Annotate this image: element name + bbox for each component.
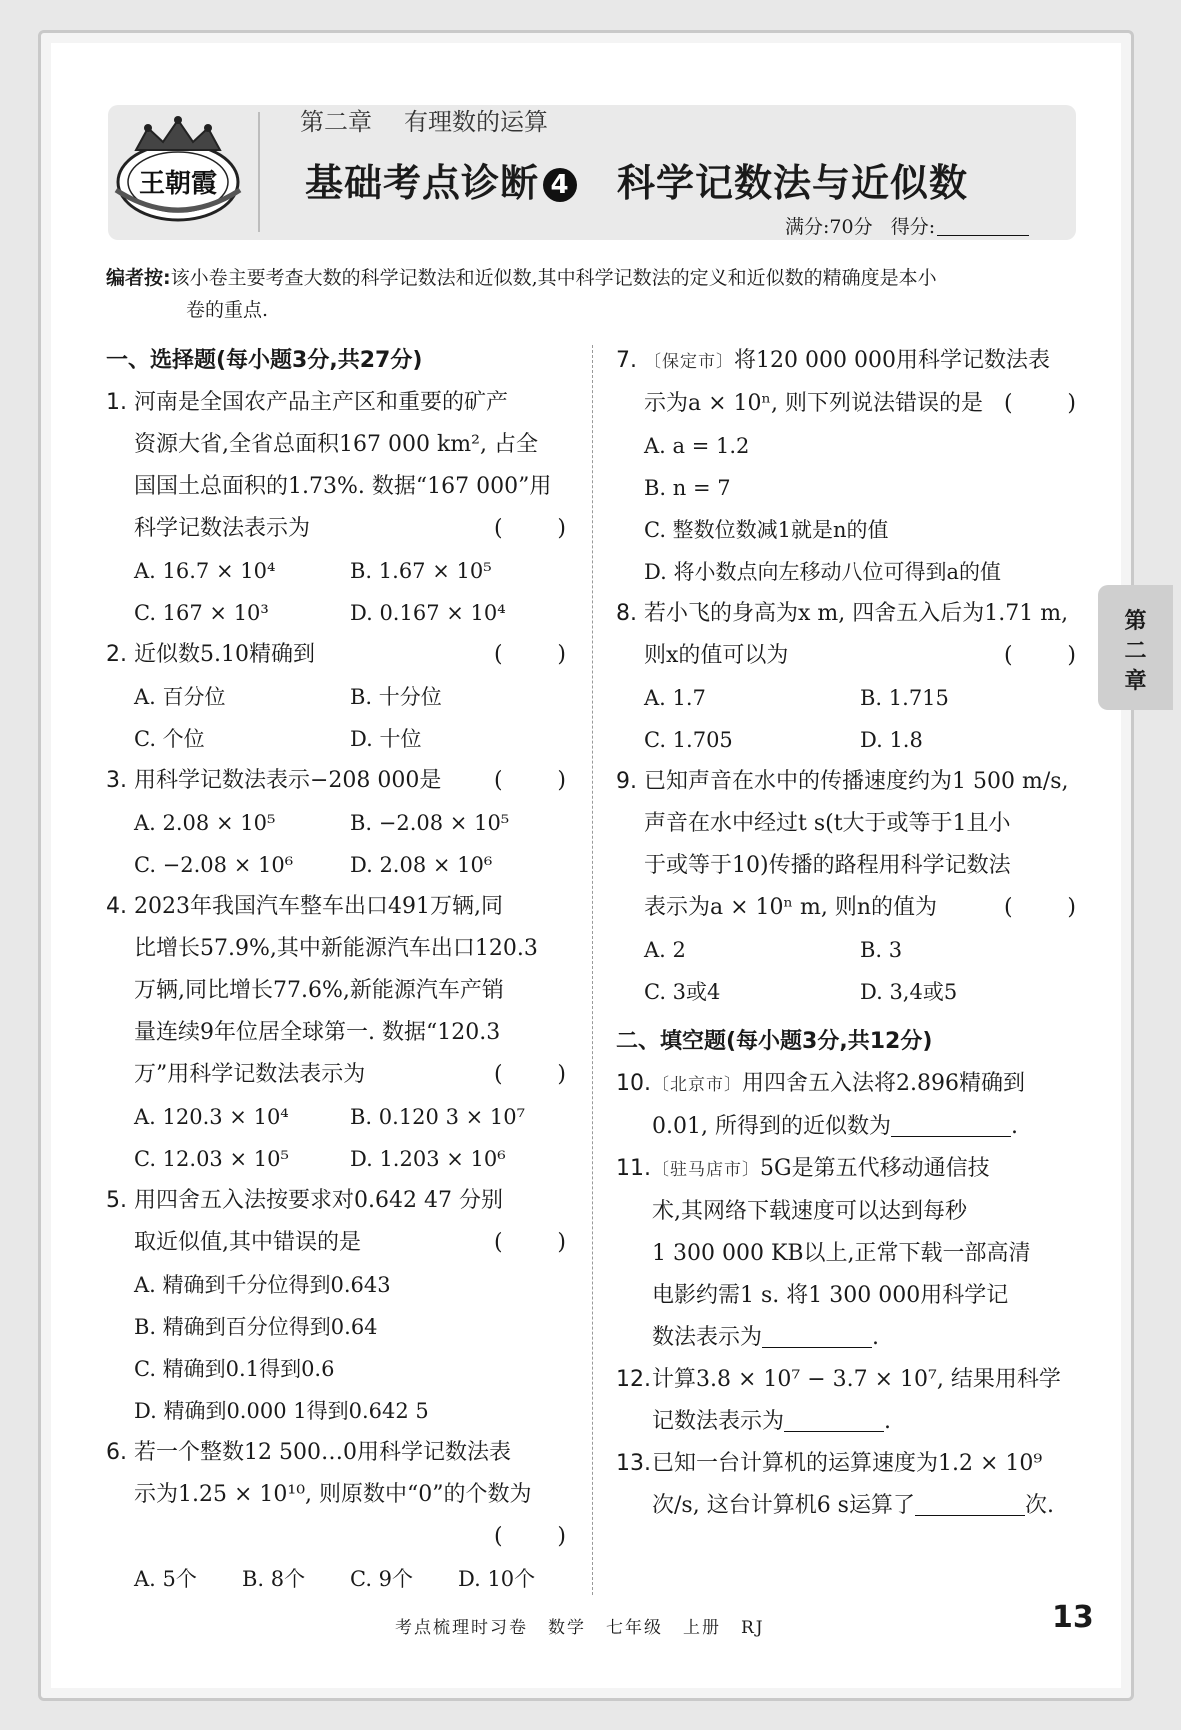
option-a[interactable]: A. 5个 xyxy=(134,1567,197,1591)
options-3 xyxy=(106,802,566,886)
question-2 xyxy=(106,634,566,676)
question-number: 1. xyxy=(106,390,127,415)
options-4 xyxy=(106,1096,566,1180)
question-number: 12. xyxy=(616,1367,651,1392)
question-text: 次/s, 这台计算机6 s运算了 xyxy=(652,1493,915,1518)
option-d[interactable]: D. 1.8 xyxy=(860,728,923,752)
question-4 xyxy=(106,886,566,1096)
answer-bracket[interactable] xyxy=(494,1516,566,1558)
question-end: . xyxy=(1010,1114,1018,1139)
answer-bracket[interactable] xyxy=(494,760,566,802)
page-number: 13 xyxy=(1052,1600,1094,1635)
right-column xyxy=(616,340,1076,1527)
question-text: 术,其网络下载速度可以达到每秒 xyxy=(652,1199,967,1224)
answer-bracket[interactable] xyxy=(494,1054,566,1096)
question-text: 已知声音在水中的传播速度约为1 500 m/s, xyxy=(644,769,1069,794)
option-c[interactable]: C. 167 × 10³ xyxy=(134,601,269,625)
option-a[interactable]: A. 百分位 xyxy=(134,685,226,709)
answer-blank[interactable] xyxy=(915,1489,1025,1516)
region-tag: 〔保定市〕 xyxy=(644,352,734,372)
question-text: 0.01, 所得到的近似数为 xyxy=(652,1114,891,1139)
question-text: 数法表示为 xyxy=(652,1325,763,1350)
option-b[interactable]: B. 1.715 xyxy=(860,686,949,710)
question-text: 国国土总面积的1.73%. 数据“167 000”用 xyxy=(134,474,552,499)
question-text: 记数法表示为 xyxy=(652,1409,785,1434)
question-text: 河南是全国农产品主产区和重要的矿产 xyxy=(134,390,509,415)
question-text: 示为1.25 × 10¹⁰, 则原数中“0”的个数为 xyxy=(134,1482,532,1507)
option-c[interactable]: C. 精确到0.1得到0.6 xyxy=(134,1357,335,1381)
question-1 xyxy=(106,382,566,550)
side-tab-char: 二 xyxy=(1124,639,1147,664)
options-7 xyxy=(616,425,1076,593)
question-text: 若一个整数12 500…0用科学记数法表 xyxy=(134,1440,511,1465)
answer-bracket[interactable] xyxy=(1004,635,1076,677)
footer-subject: 数学 xyxy=(548,1618,586,1638)
question-text: 若小飞的身高为x m, 四舍五入后为1.71 m, xyxy=(644,601,1069,626)
question-number: 3. xyxy=(106,768,127,793)
option-d[interactable]: D. 十位 xyxy=(350,727,422,751)
question-text: 表示为a × 10ⁿ m, 则n的值为 xyxy=(644,895,938,920)
option-a[interactable]: A. 1.7 xyxy=(644,686,706,710)
question-8 xyxy=(616,593,1076,677)
question-13 xyxy=(616,1443,1076,1527)
option-d[interactable]: D. 1.203 × 10⁶ xyxy=(350,1147,506,1171)
question-number: 9. xyxy=(616,769,637,794)
options-6 xyxy=(106,1558,566,1600)
editor-note xyxy=(106,262,1076,326)
option-b[interactable]: B. n = 7 xyxy=(644,476,731,500)
question-number: 6. xyxy=(106,1440,127,1465)
question-text: 计算3.8 × 10⁷ − 3.7 × 10⁷, 结果用科学 xyxy=(652,1367,1061,1392)
chapter-title: 有理数的运算 xyxy=(404,108,548,136)
options-8 xyxy=(616,677,1076,761)
options-5 xyxy=(106,1264,566,1432)
answer-blank[interactable] xyxy=(891,1110,1011,1137)
full-score: 满分:70分 xyxy=(785,216,873,238)
option-d[interactable]: D. 精确到0.000 1得到0.642 5 xyxy=(134,1399,429,1423)
question-number: 13. xyxy=(616,1451,651,1476)
publisher-logo xyxy=(108,110,248,235)
option-b[interactable]: B. 1.67 × 10⁵ xyxy=(350,559,492,583)
question-text: 用四舍五入法按要求对0.642 47 分别 xyxy=(134,1188,503,1213)
score-box xyxy=(785,212,1029,239)
option-d[interactable]: D. 10个 xyxy=(458,1567,536,1591)
question-7 xyxy=(616,340,1076,425)
option-a[interactable]: A. 2 xyxy=(644,938,686,962)
question-text: 取近似值,其中错误的是 xyxy=(134,1230,361,1255)
option-c[interactable]: C. 整数位数减1就是n的值 xyxy=(644,518,889,542)
question-12 xyxy=(616,1359,1076,1443)
answer-bracket[interactable] xyxy=(494,634,566,676)
header-divider xyxy=(258,112,260,232)
footer-volume: 上册 xyxy=(683,1618,721,1638)
region-tag: 〔驻马店市〕 xyxy=(652,1160,760,1180)
option-d[interactable]: D. 3,4或5 xyxy=(860,980,958,1004)
option-a[interactable]: A. 16.7 × 10⁴ xyxy=(134,559,276,583)
answer-blank[interactable] xyxy=(784,1405,884,1432)
answer-blank[interactable] xyxy=(762,1321,872,1348)
title-topic: 科学记数法与近似数 xyxy=(617,161,969,205)
answer-bracket[interactable] xyxy=(494,1222,566,1264)
question-3 xyxy=(106,760,566,802)
answer-bracket[interactable] xyxy=(494,508,566,550)
option-b[interactable]: B. 3 xyxy=(860,938,903,962)
option-c[interactable]: C. 9个 xyxy=(350,1567,414,1591)
option-c[interactable]: C. 12.03 × 10⁵ xyxy=(134,1147,289,1171)
chapter-side-tab[interactable] xyxy=(1098,585,1173,710)
option-d[interactable]: D. 2.08 × 10⁶ xyxy=(350,853,493,877)
chapter-line xyxy=(300,102,548,137)
footer-edition: RJ xyxy=(741,1618,765,1638)
question-text: 2023年我国汽车整车出口491万辆,同 xyxy=(134,894,503,919)
question-text: 资源大省,全省总面积167 000 km², 占全 xyxy=(134,432,538,457)
note-text-2: 卷的重点. xyxy=(186,299,269,321)
question-9 xyxy=(616,761,1076,929)
question-10 xyxy=(616,1063,1076,1148)
question-text: 近似数5.10精确到 xyxy=(134,642,315,667)
question-text: 万辆,同比增长77.6%,新能源汽车产销 xyxy=(134,978,504,1003)
options-1 xyxy=(106,550,566,634)
question-number: 4. xyxy=(106,894,127,919)
question-text: 已知一台计算机的运算速度为1.2 × 10⁹ xyxy=(652,1451,1043,1476)
question-6 xyxy=(106,1432,566,1558)
answer-bracket[interactable] xyxy=(1004,887,1076,929)
question-text: 万”用科学记数法表示为 xyxy=(134,1062,366,1087)
option-b[interactable]: B. 精确到百分位得到0.64 xyxy=(134,1315,378,1339)
option-b[interactable]: B. 0.120 3 × 10⁷ xyxy=(350,1105,526,1129)
question-text: 5G是第五代移动通信技 xyxy=(760,1156,990,1181)
chapter-number: 第二章 xyxy=(300,108,372,136)
region-tag: 〔北京市〕 xyxy=(652,1075,742,1095)
section-choice: 一、选择题(每小题3分,共27分) xyxy=(106,348,423,373)
option-b[interactable]: B. 十分位 xyxy=(350,685,442,709)
options-9 xyxy=(616,929,1076,1013)
score-blank[interactable] xyxy=(937,217,1029,236)
question-end: . xyxy=(884,1409,892,1434)
logo-text: 王朝霞 xyxy=(138,169,218,199)
option-c[interactable]: C. 个位 xyxy=(134,727,205,751)
note-label: 编者按: xyxy=(106,267,171,289)
option-a[interactable]: A. 120.3 × 10⁴ xyxy=(134,1105,289,1129)
question-number: 10. xyxy=(616,1071,651,1096)
question-text: 1 300 000 KB以上,正常下载一部高清 xyxy=(652,1241,1031,1266)
question-text: 声音在水中经过t s(t大于或等于1且小 xyxy=(644,811,1011,836)
title-number-badge: 4 xyxy=(543,168,577,202)
option-a[interactable]: A. a = 1.2 xyxy=(644,434,750,458)
question-text: 量连续9年位居全球第一. 数据“120.3 xyxy=(134,1020,501,1045)
option-c[interactable]: C. −2.08 × 10⁶ xyxy=(134,853,294,877)
question-number: 11. xyxy=(616,1156,651,1181)
question-5 xyxy=(106,1180,566,1264)
question-text: 用科学记数法表示−208 000是 xyxy=(134,768,442,793)
question-text: 比增长57.9%,其中新能源汽车出口120.3 xyxy=(134,936,538,961)
question-number: 8. xyxy=(616,601,637,626)
question-text: 将120 000 000用科学记数法表 xyxy=(734,348,1050,373)
question-text: 则x的值可以为 xyxy=(644,643,789,668)
note-text-1: 该小卷主要考查大数的科学记数法和近似数,其中科学记数法的定义和近似数的精确度是本小 xyxy=(170,267,937,289)
footer-book: 考点梳理时习卷 xyxy=(395,1618,528,1638)
option-d[interactable]: D. 0.167 × 10⁴ xyxy=(350,601,506,625)
question-text: 科学记数法表示为 xyxy=(134,516,311,541)
option-a[interactable]: A. 2.08 × 10⁵ xyxy=(134,811,276,835)
score-label: 得分: xyxy=(890,216,936,238)
section-fill: 二、填空题(每小题3分,共12分) xyxy=(616,1029,933,1054)
left-column xyxy=(106,340,566,1600)
option-c[interactable]: C. 1.705 xyxy=(644,728,733,752)
question-text: 用四舍五入法将2.896精确到 xyxy=(742,1071,1025,1096)
option-b[interactable]: B. 8个 xyxy=(242,1567,306,1591)
side-tab-char: 第 xyxy=(1124,609,1147,634)
page-footer xyxy=(395,1613,785,1638)
option-c[interactable]: C. 3或4 xyxy=(644,980,721,1004)
column-divider xyxy=(592,345,593,1595)
answer-bracket[interactable] xyxy=(1004,383,1076,425)
option-d[interactable]: D. 将小数点向左移动八位可得到a的值 xyxy=(644,560,1001,584)
options-2 xyxy=(106,676,566,760)
question-text: 示为a × 10ⁿ, 则下列说法错误的是 xyxy=(644,391,984,416)
page-title xyxy=(305,152,968,207)
question-text: 于或等于10)传播的路程用科学记数法 xyxy=(644,853,1011,878)
question-text: 电影约需1 s. 将1 300 000用科学记 xyxy=(652,1283,1009,1308)
option-a[interactable]: A. 精确到千分位得到0.643 xyxy=(134,1273,391,1297)
question-number: 7. xyxy=(616,348,637,373)
question-number: 2. xyxy=(106,642,127,667)
question-end: . xyxy=(872,1325,880,1350)
question-11 xyxy=(616,1148,1076,1359)
title-prefix: 基础考点诊断 xyxy=(305,161,540,205)
side-tab-char: 章 xyxy=(1124,669,1147,694)
question-number: 5. xyxy=(106,1188,127,1213)
footer-grade: 七年级 xyxy=(606,1618,663,1638)
question-end: 次. xyxy=(1024,1493,1054,1518)
option-b[interactable]: B. −2.08 × 10⁵ xyxy=(350,811,510,835)
